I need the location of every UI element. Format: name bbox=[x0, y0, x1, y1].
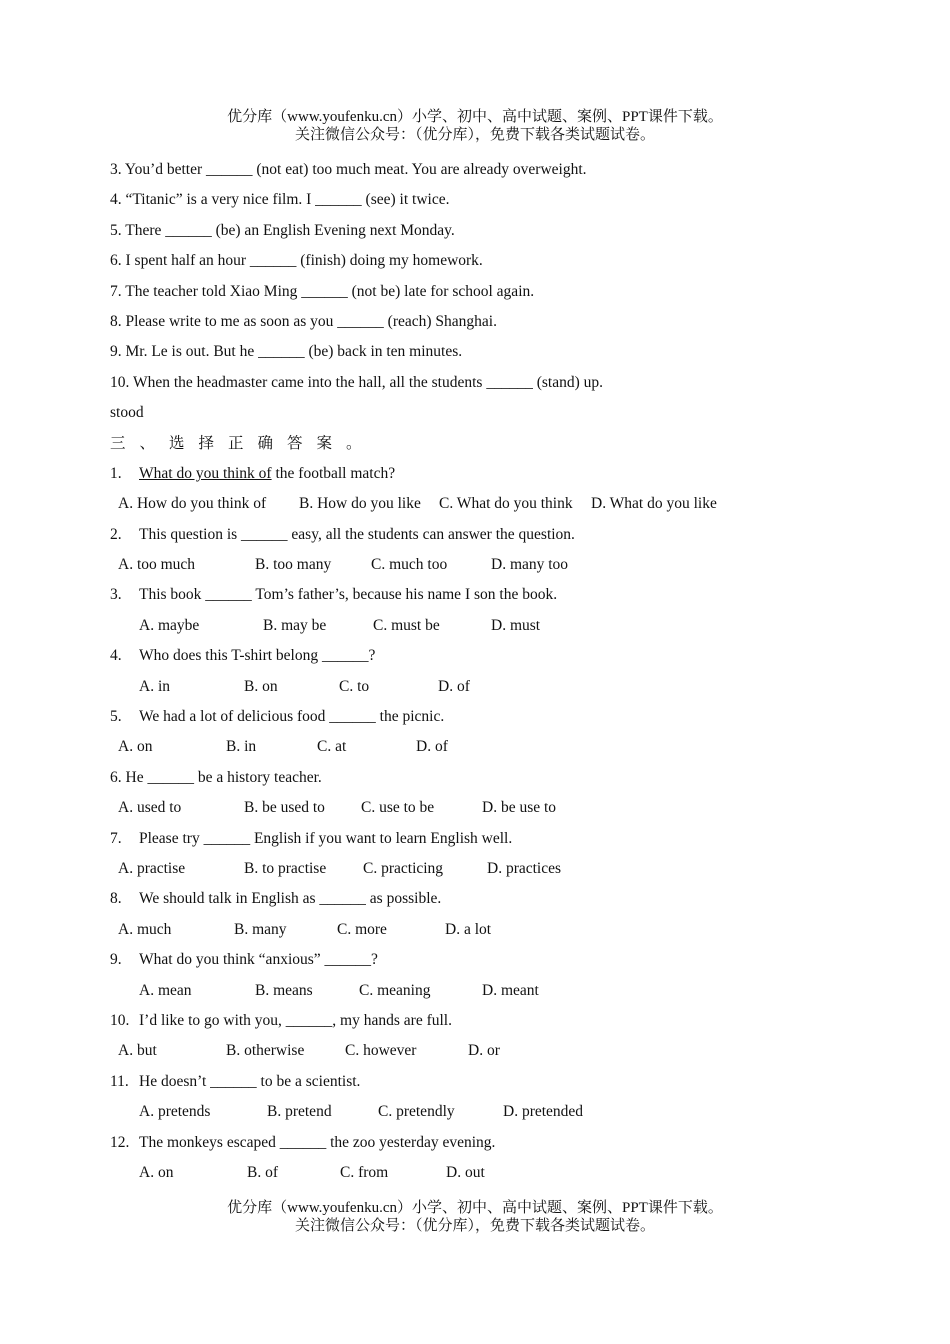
section-title: 三、选择正确答案。 bbox=[110, 434, 376, 452]
fill-in-item: 9. Mr. Le is out. But he ______ (be) back in ten minutes. bbox=[110, 343, 463, 361]
question-11-options bbox=[110, 1097, 850, 1127]
question-6: 6. He ______ be a history teacher. bbox=[110, 768, 322, 786]
fill-in-item: 6. I spent half an hour ______ (finish) doing my homework. bbox=[110, 252, 483, 270]
question-1 bbox=[110, 459, 850, 489]
option-c: C. meaning bbox=[359, 981, 431, 999]
question-2-options bbox=[110, 550, 850, 580]
question-9 bbox=[110, 945, 850, 975]
question-number: 5. bbox=[110, 708, 122, 726]
fill-in-item: 4. “Titanic” is a very nice film. I ______ (see) it twice. bbox=[110, 191, 450, 209]
option-c: C. more bbox=[337, 920, 387, 938]
question-number: 3. bbox=[110, 586, 122, 604]
option-d: D. of bbox=[416, 738, 448, 756]
question-text: The monkeys escaped ______ the zoo yesterday evening. bbox=[139, 1133, 496, 1151]
option-d: D. or bbox=[468, 1042, 500, 1060]
option-d: D. be use to bbox=[482, 799, 557, 817]
question-text: Who does this T-shirt belong ______? bbox=[139, 647, 376, 665]
option-a: A. used to bbox=[118, 799, 182, 817]
option-b: B. otherwise bbox=[226, 1042, 305, 1060]
option-a: A. practise bbox=[118, 859, 186, 877]
question-number: 10. bbox=[110, 1011, 130, 1029]
question-text: We had a lot of delicious food ______ the picnic. bbox=[139, 708, 445, 726]
question-10 bbox=[110, 1006, 850, 1036]
question-text: We should talk in English as ______ as possible. bbox=[139, 890, 442, 908]
question-9-options bbox=[110, 976, 850, 1006]
option-a: A. pretends bbox=[139, 1103, 211, 1121]
question-8-options bbox=[110, 915, 850, 945]
question-1-options bbox=[110, 489, 850, 519]
option-c: C. use to be bbox=[361, 799, 435, 817]
header-line-2: 关注微信公众号：（优分库），免费下载各类试题试卷。 bbox=[294, 127, 655, 143]
page-header bbox=[0, 108, 950, 144]
option-b: B. means bbox=[255, 981, 313, 999]
question-number: 1. bbox=[110, 464, 122, 482]
footer-line-2: 关注微信公众号：（优分库），免费下载各类试题试卷。 bbox=[294, 1218, 655, 1234]
question-text: This question is ______ easy, all the students can answer the question. bbox=[139, 525, 575, 543]
question-5-options bbox=[110, 732, 850, 762]
answer-note: stood bbox=[110, 404, 144, 422]
option-a: A. on bbox=[118, 738, 153, 756]
question-text: This book ______ Tom’s father’s, because his name I son the book. bbox=[139, 586, 558, 604]
option-a: A. much bbox=[118, 920, 172, 938]
option-d: D. practices bbox=[487, 859, 562, 877]
question-number: 12. bbox=[110, 1133, 130, 1151]
option-d: D. many too bbox=[491, 556, 569, 574]
option-d: D. What do you like bbox=[591, 495, 717, 513]
option-a: A. in bbox=[139, 677, 170, 695]
option-d: D. pretended bbox=[503, 1103, 584, 1121]
question-10-options bbox=[110, 1036, 850, 1066]
option-c: C. at bbox=[317, 738, 347, 756]
option-c: C. to bbox=[339, 677, 370, 695]
option-b: B. be used to bbox=[244, 799, 325, 817]
header-line-1: 优分库（www.youfenku.cn）小学、初中、高中试题、案例、PPT课件下载。 bbox=[227, 109, 723, 125]
option-b: B. on bbox=[244, 677, 278, 695]
question-12-options bbox=[110, 1158, 850, 1188]
question-11 bbox=[110, 1067, 850, 1097]
question-7 bbox=[110, 824, 850, 854]
footer-line-1: 优分库（www.youfenku.cn）小学、初中、高中试题、案例、PPT课件下载。 bbox=[227, 1200, 723, 1216]
option-d: D. must bbox=[491, 616, 541, 634]
option-c: C. much too bbox=[371, 556, 448, 574]
question-text: the football match? bbox=[271, 464, 396, 482]
question-5 bbox=[110, 702, 850, 732]
question-6-options bbox=[110, 793, 850, 823]
option-b: B. may be bbox=[263, 616, 327, 634]
question-2 bbox=[110, 520, 850, 550]
option-a: A. on bbox=[139, 1163, 174, 1181]
question-number: 4. bbox=[110, 647, 122, 665]
option-d: D. meant bbox=[482, 981, 539, 999]
fill-in-item: 10. When the headmaster came into the hall, all the students ______ (stand) up. bbox=[110, 373, 604, 391]
option-a: A. How do you think of bbox=[118, 495, 267, 513]
question-3 bbox=[110, 580, 850, 610]
option-d: D. out bbox=[446, 1163, 485, 1181]
question-number: 11. bbox=[110, 1072, 129, 1090]
option-b: B. many bbox=[234, 920, 287, 938]
option-d: D. a lot bbox=[445, 920, 492, 938]
option-a: A. too much bbox=[118, 556, 196, 574]
option-c: C. from bbox=[340, 1163, 389, 1181]
option-b: B. How do you like bbox=[299, 495, 421, 513]
fill-in-item: 8. Please write to me as soon as you ______ (reach) Shanghai. bbox=[110, 312, 497, 330]
option-c: C. What do you think bbox=[439, 495, 573, 513]
question-4 bbox=[110, 641, 850, 671]
option-a: A. but bbox=[118, 1042, 157, 1060]
fill-in-item: 3. You’d better ______ (not eat) too much meat. You are already overweight. bbox=[110, 161, 587, 178]
option-b: B. pretend bbox=[267, 1103, 332, 1121]
question-3-options bbox=[110, 611, 850, 641]
question-text: He doesn’t ______ to be a scientist. bbox=[139, 1072, 361, 1090]
question-text: I’d like to go with you, ______, my hands are full. bbox=[139, 1011, 452, 1029]
question-4-options bbox=[110, 672, 850, 702]
question-number: 9. bbox=[110, 951, 122, 969]
option-b: B. of bbox=[247, 1163, 278, 1181]
option-c: C. however bbox=[345, 1042, 417, 1060]
option-c: C. practicing bbox=[363, 859, 444, 877]
option-a: A. mean bbox=[139, 981, 192, 999]
question-number: 8. bbox=[110, 890, 122, 908]
option-b: B. too many bbox=[255, 556, 332, 574]
option-b: B. to practise bbox=[244, 859, 327, 877]
underlined-phrase: What do you think of bbox=[139, 464, 272, 482]
question-text: What do you think “anxious” ______? bbox=[139, 951, 378, 969]
option-d: D. of bbox=[438, 677, 470, 695]
option-c: C. pretendly bbox=[378, 1103, 455, 1121]
question-7-options bbox=[110, 854, 850, 884]
exercise-body bbox=[110, 155, 850, 1188]
option-a: A. maybe bbox=[139, 616, 200, 634]
question-number: 2. bbox=[110, 525, 122, 543]
option-b: B. in bbox=[226, 738, 257, 756]
fill-in-item: 7. The teacher told Xiao Ming ______ (not be) late for school again. bbox=[110, 282, 535, 300]
question-8 bbox=[110, 884, 850, 914]
option-c: C. must be bbox=[373, 616, 440, 634]
question-number: 7. bbox=[110, 829, 122, 847]
page-footer bbox=[0, 1199, 950, 1235]
question-text: Please try ______ English if you want to learn English well. bbox=[139, 829, 513, 847]
fill-in-item: 5. There ______ (be) an English Evening next Monday. bbox=[110, 221, 455, 239]
question-12 bbox=[110, 1128, 850, 1158]
